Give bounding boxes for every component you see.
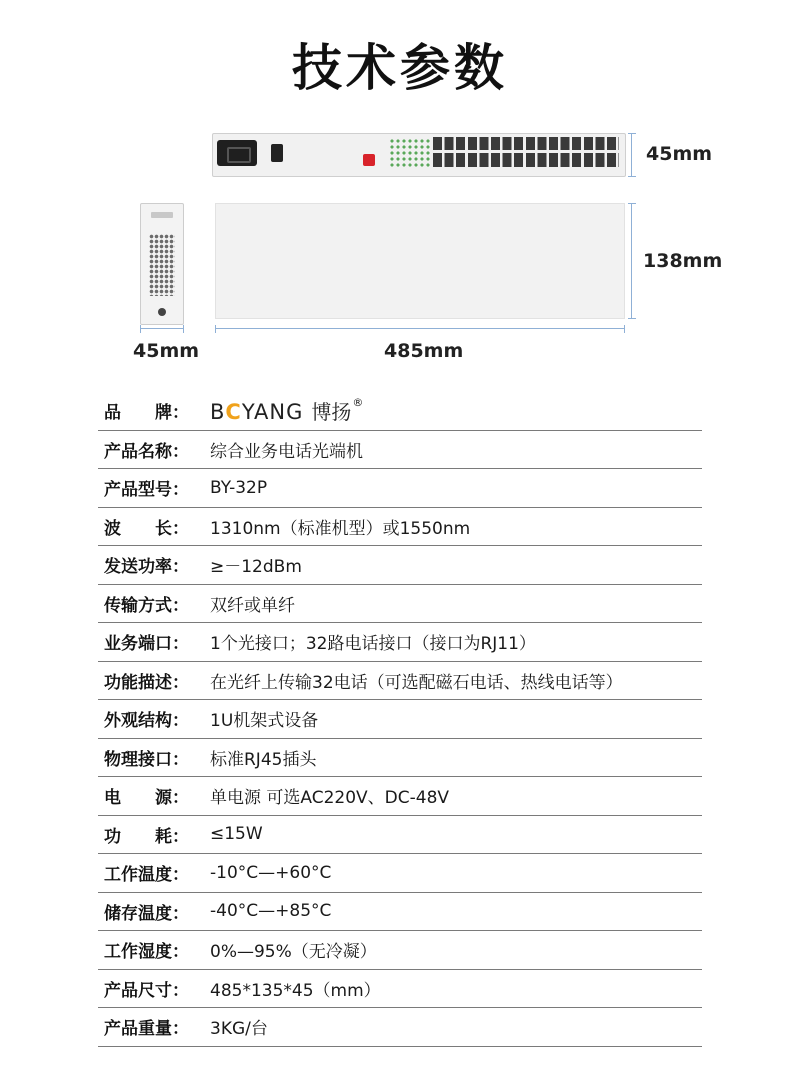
front-height-dimension-line (628, 133, 636, 177)
spec-row (98, 854, 702, 893)
brand-en-suffix: YANG (241, 400, 304, 425)
spec-label: 功能描述： (104, 672, 189, 693)
spec-value: 单电源 可选AC220V、DC-48V (210, 788, 450, 809)
vent-grill-icon (149, 234, 175, 296)
spec-label: 传输方式： (104, 595, 189, 616)
spec-row (98, 893, 702, 932)
spec-row (98, 585, 702, 624)
spec-label: 工作湿度： (104, 942, 189, 963)
spec-row (98, 970, 702, 1009)
spec-table (98, 392, 702, 1047)
spec-value: 485*135*45（mm） (210, 980, 381, 1001)
device-front-view (212, 133, 626, 177)
spec-value: 1U机架式设备 (210, 711, 319, 732)
spec-label: 工作温度： (104, 865, 189, 886)
power-switch-icon (271, 144, 283, 162)
spec-row (98, 662, 702, 701)
spec-row (98, 931, 702, 970)
side-width-dimension-line (140, 325, 184, 333)
rj11-ports-icon (433, 137, 619, 167)
brand-cn-name: 博扬 (311, 400, 352, 425)
width-dimension-line (215, 325, 625, 333)
spec-value: -40°C—+85°C (210, 901, 332, 922)
spec-row-brand (98, 392, 702, 431)
spec-value: 在光纤上传输32电话（可选配磁石电话、热线电话等） (210, 672, 623, 693)
spec-row (98, 546, 702, 585)
device-top-view (215, 203, 625, 319)
spec-row (98, 508, 702, 547)
side-width-label: 45mm (133, 340, 200, 362)
spec-row (98, 1008, 702, 1047)
spec-value: 双纤或单纤 (210, 595, 295, 616)
spec-label: 波 长： (104, 518, 189, 539)
spec-value: 综合业务电话光端机 (210, 441, 363, 462)
spec-value: 1个光接口；32路电话接口（接口为RJ11） (210, 634, 536, 655)
front-height-label: 45mm (646, 143, 713, 165)
spec-label: 外观结构： (104, 711, 189, 732)
spec-row (98, 623, 702, 662)
spec-label: 发送功率： (104, 557, 189, 578)
page-title: 技术参数 (292, 39, 508, 97)
spec-row (98, 739, 702, 778)
spec-label: 产品名称： (104, 441, 189, 462)
screw-icon (158, 308, 166, 316)
spec-label: 功 耗： (104, 826, 189, 847)
spec-value: BY-32P (210, 477, 268, 498)
brand-en-mark: C (225, 400, 242, 425)
spec-label: 产品重量： (104, 1019, 189, 1040)
spec-row (98, 816, 702, 855)
spec-label: 储存温度： (104, 903, 189, 924)
indicator-leds-icon (389, 138, 431, 168)
registered-mark: ® (352, 396, 364, 410)
spec-row (98, 469, 702, 508)
spec-value: 标准RJ45插头 (210, 749, 317, 770)
spec-value: 0%—95%（无冷凝） (210, 942, 377, 963)
spec-label: 品 牌： (104, 403, 189, 424)
side-logo-icon (151, 212, 173, 218)
spec-row (98, 700, 702, 739)
spec-row (98, 777, 702, 816)
power-socket-icon (217, 140, 257, 166)
spec-label: 电 源： (104, 788, 189, 809)
spec-row (98, 431, 702, 470)
brand-logo (210, 396, 363, 425)
brand-en-prefix: B (210, 400, 226, 425)
spec-value: ≤15W (210, 824, 263, 845)
spec-value: 1310nm（标准机型）或1550nm (210, 518, 471, 539)
spec-value: 3KG/台 (210, 1019, 268, 1040)
spec-value: ≥－12dBm (210, 557, 302, 578)
width-label: 485mm (384, 340, 464, 362)
spec-label: 产品型号： (104, 480, 189, 501)
device-side-view (140, 203, 184, 325)
spec-label: 物理接口： (104, 749, 189, 770)
depth-label: 138mm (643, 250, 723, 272)
spec-label: 业务端口： (104, 634, 189, 655)
spec-value: -10°C—+60°C (210, 862, 332, 883)
depth-dimension-line (628, 203, 636, 319)
fiber-port-icon (363, 154, 375, 166)
spec-label: 产品尺寸： (104, 980, 189, 1001)
